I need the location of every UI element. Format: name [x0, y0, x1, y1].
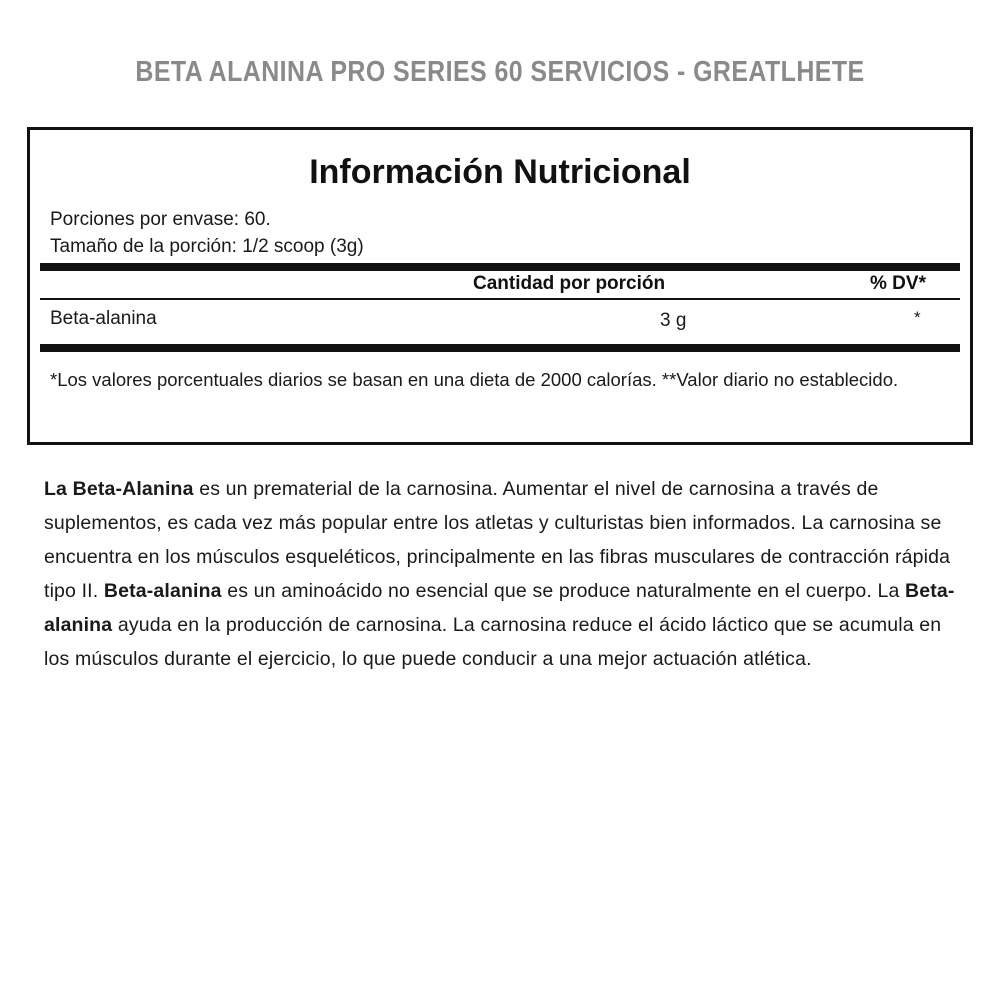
nutrition-facts-box	[27, 127, 973, 445]
thin-divider	[40, 298, 960, 300]
description-bold-term: Beta-alanina	[44, 580, 955, 636]
product-description	[44, 472, 956, 676]
description-bold-term: Beta-alanina	[103, 580, 222, 602]
column-header-dv: % DV*	[870, 273, 926, 294]
nutrition-heading: Información Nutricional	[309, 153, 691, 191]
description-text: ayuda en la producción de carnosina. La carnosina reduce el ácido láctico que se acumula en los músculos durante el ejercicio, lo que puede conducir a una mejor actuación atlética.	[44, 614, 942, 670]
nutrient-amount: 3 g	[660, 310, 687, 331]
nutrient-dv: *	[914, 308, 921, 327]
description-bold-term: La Beta-Alanina	[44, 478, 194, 500]
description-text: es un prematerial de la carnosina. Aumentar el nivel de carnosina a través de suplementos, es cada vez más popular entre los atletas y culturistas bien informados. La carnosina se encuentra en los músculos esqueléticos, principalmente en las fibras musculares de contracción rápida tipo II.	[44, 478, 951, 602]
description-text: es un aminoácido no esencial que se produce naturalmente en el cuerpo. La	[221, 580, 906, 602]
thick-divider-bottom	[40, 344, 960, 352]
column-header-amount: Cantidad por porción	[473, 273, 666, 294]
serving-size: Tamaño de la porción: 1/2 scoop (3g)	[50, 236, 364, 257]
servings-per-container: Porciones por envase: 60.	[50, 209, 271, 230]
footnote: *Los valores porcentuales diarios se basan en una dieta de 2000 calorías. **Valor diario no establecido.	[50, 369, 899, 390]
thick-divider-top	[40, 263, 960, 271]
nutrient-name: Beta-alanina	[50, 308, 157, 329]
page-title: BETA ALANINA PRO SERIES 60 SERVICIOS - GREATLHETE	[135, 56, 865, 88]
